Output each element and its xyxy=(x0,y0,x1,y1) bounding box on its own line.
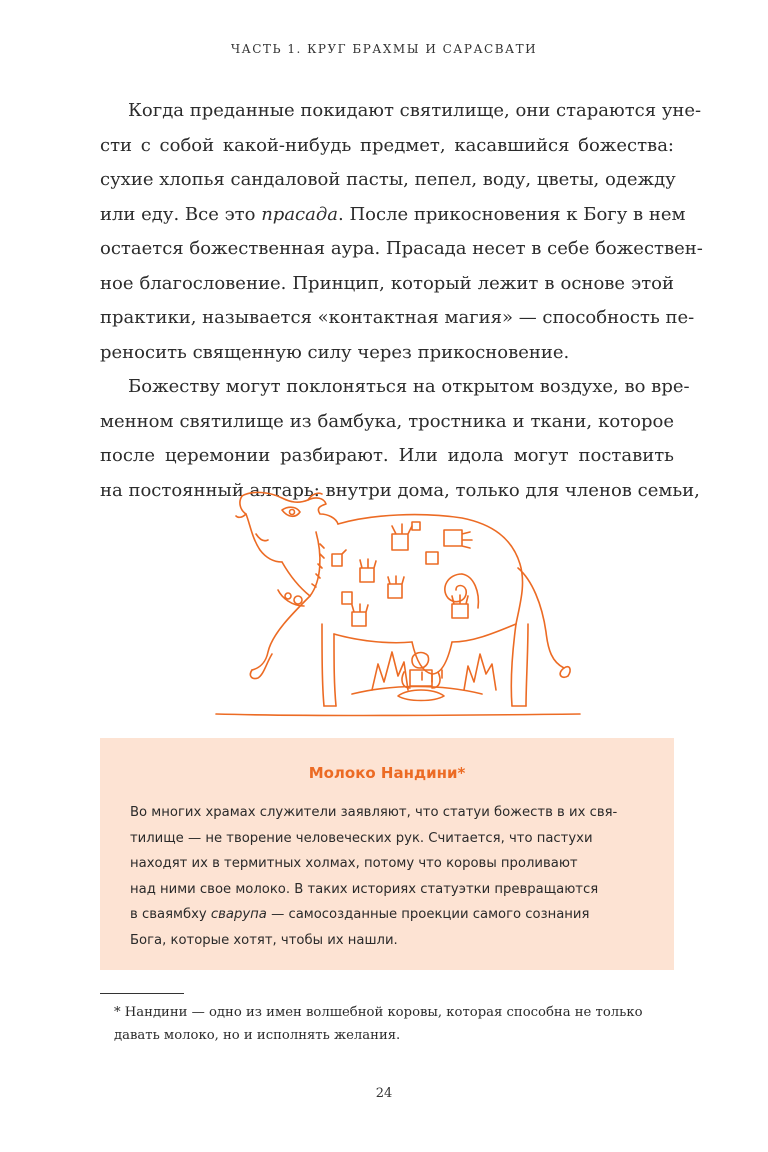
body-line: Божеству могут поклоняться на открытом воздухе, во вре- xyxy=(128,376,690,397)
body-line: на постоянный алтарь: внутри дома, только для членов семьи, xyxy=(100,479,700,501)
sidebar-title: Молоко Нандини* xyxy=(308,764,466,782)
body-line-part: . После прикосновения к Богу в нем xyxy=(338,203,686,225)
sidebar-line: над ними свое молоко. В таких историях статуэтки превращаются xyxy=(130,881,599,897)
footnote-divider xyxy=(100,993,184,994)
sidebar-text xyxy=(130,800,644,953)
footnote-line: * Нандини — одно из имен волшебной коровы, которая способна не только xyxy=(114,1005,643,1020)
sidebar-line: тилище — не творение человеческих рук. Считается, что пастухи xyxy=(130,830,593,846)
sidebar-line: Во многих храмах служители заявляют, что статуи божеств в их свя- xyxy=(130,805,618,820)
body-line: сухие хлопья сандаловой пасты, пепел, воду, цветы, одежду xyxy=(100,169,676,190)
sidebar-line: Бога, которые хотят, чтобы их нашли. xyxy=(130,932,398,948)
sidebar-line-part: в сваямбху xyxy=(130,907,211,922)
running-head: ЧАСТЬ 1. КРУГ БРАХМЫ И САРАСВАТИ xyxy=(230,42,538,56)
body-line: практики, называется «контактная магия» — способность пе- xyxy=(100,307,695,328)
body-line-part: или еду. Все это xyxy=(100,203,262,225)
body-line xyxy=(100,198,686,233)
sidebar-line xyxy=(130,902,644,928)
main-text xyxy=(100,94,703,508)
body-line: остается божественная аура. Прасада несет в себе божествен- xyxy=(100,238,703,259)
footnote-line: давать молоко, но и исполнять желания. xyxy=(114,1028,401,1043)
body-line: после церемонии разбирают. Или идола могут поставить xyxy=(100,445,674,466)
footnote xyxy=(114,1001,676,1047)
body-line: реносить священную силу через прикосновение. xyxy=(100,341,570,363)
emphasis-term: прасада xyxy=(261,203,339,225)
sidebar-line: находят их в термитных холмах, потому что коровы проливают xyxy=(130,856,578,871)
cow-illustration-icon xyxy=(212,484,582,724)
page-number: 24 xyxy=(375,1086,393,1101)
body-line: сти с собой какой-нибудь предмет, касавшийся божества: xyxy=(100,134,674,156)
emphasis-term: сварупа xyxy=(210,907,267,922)
body-line: ное благословение. Принцип, который лежит в основе этой xyxy=(100,272,674,294)
sidebar-box xyxy=(100,738,674,970)
body-line: Когда преданные покидают святилище, они стараются уне- xyxy=(128,100,702,121)
body-line: менном святилище из бамбука, тростника и ткани, которое xyxy=(100,410,674,432)
sidebar-line-part: — самосозданные проекции самого сознания xyxy=(266,907,590,922)
